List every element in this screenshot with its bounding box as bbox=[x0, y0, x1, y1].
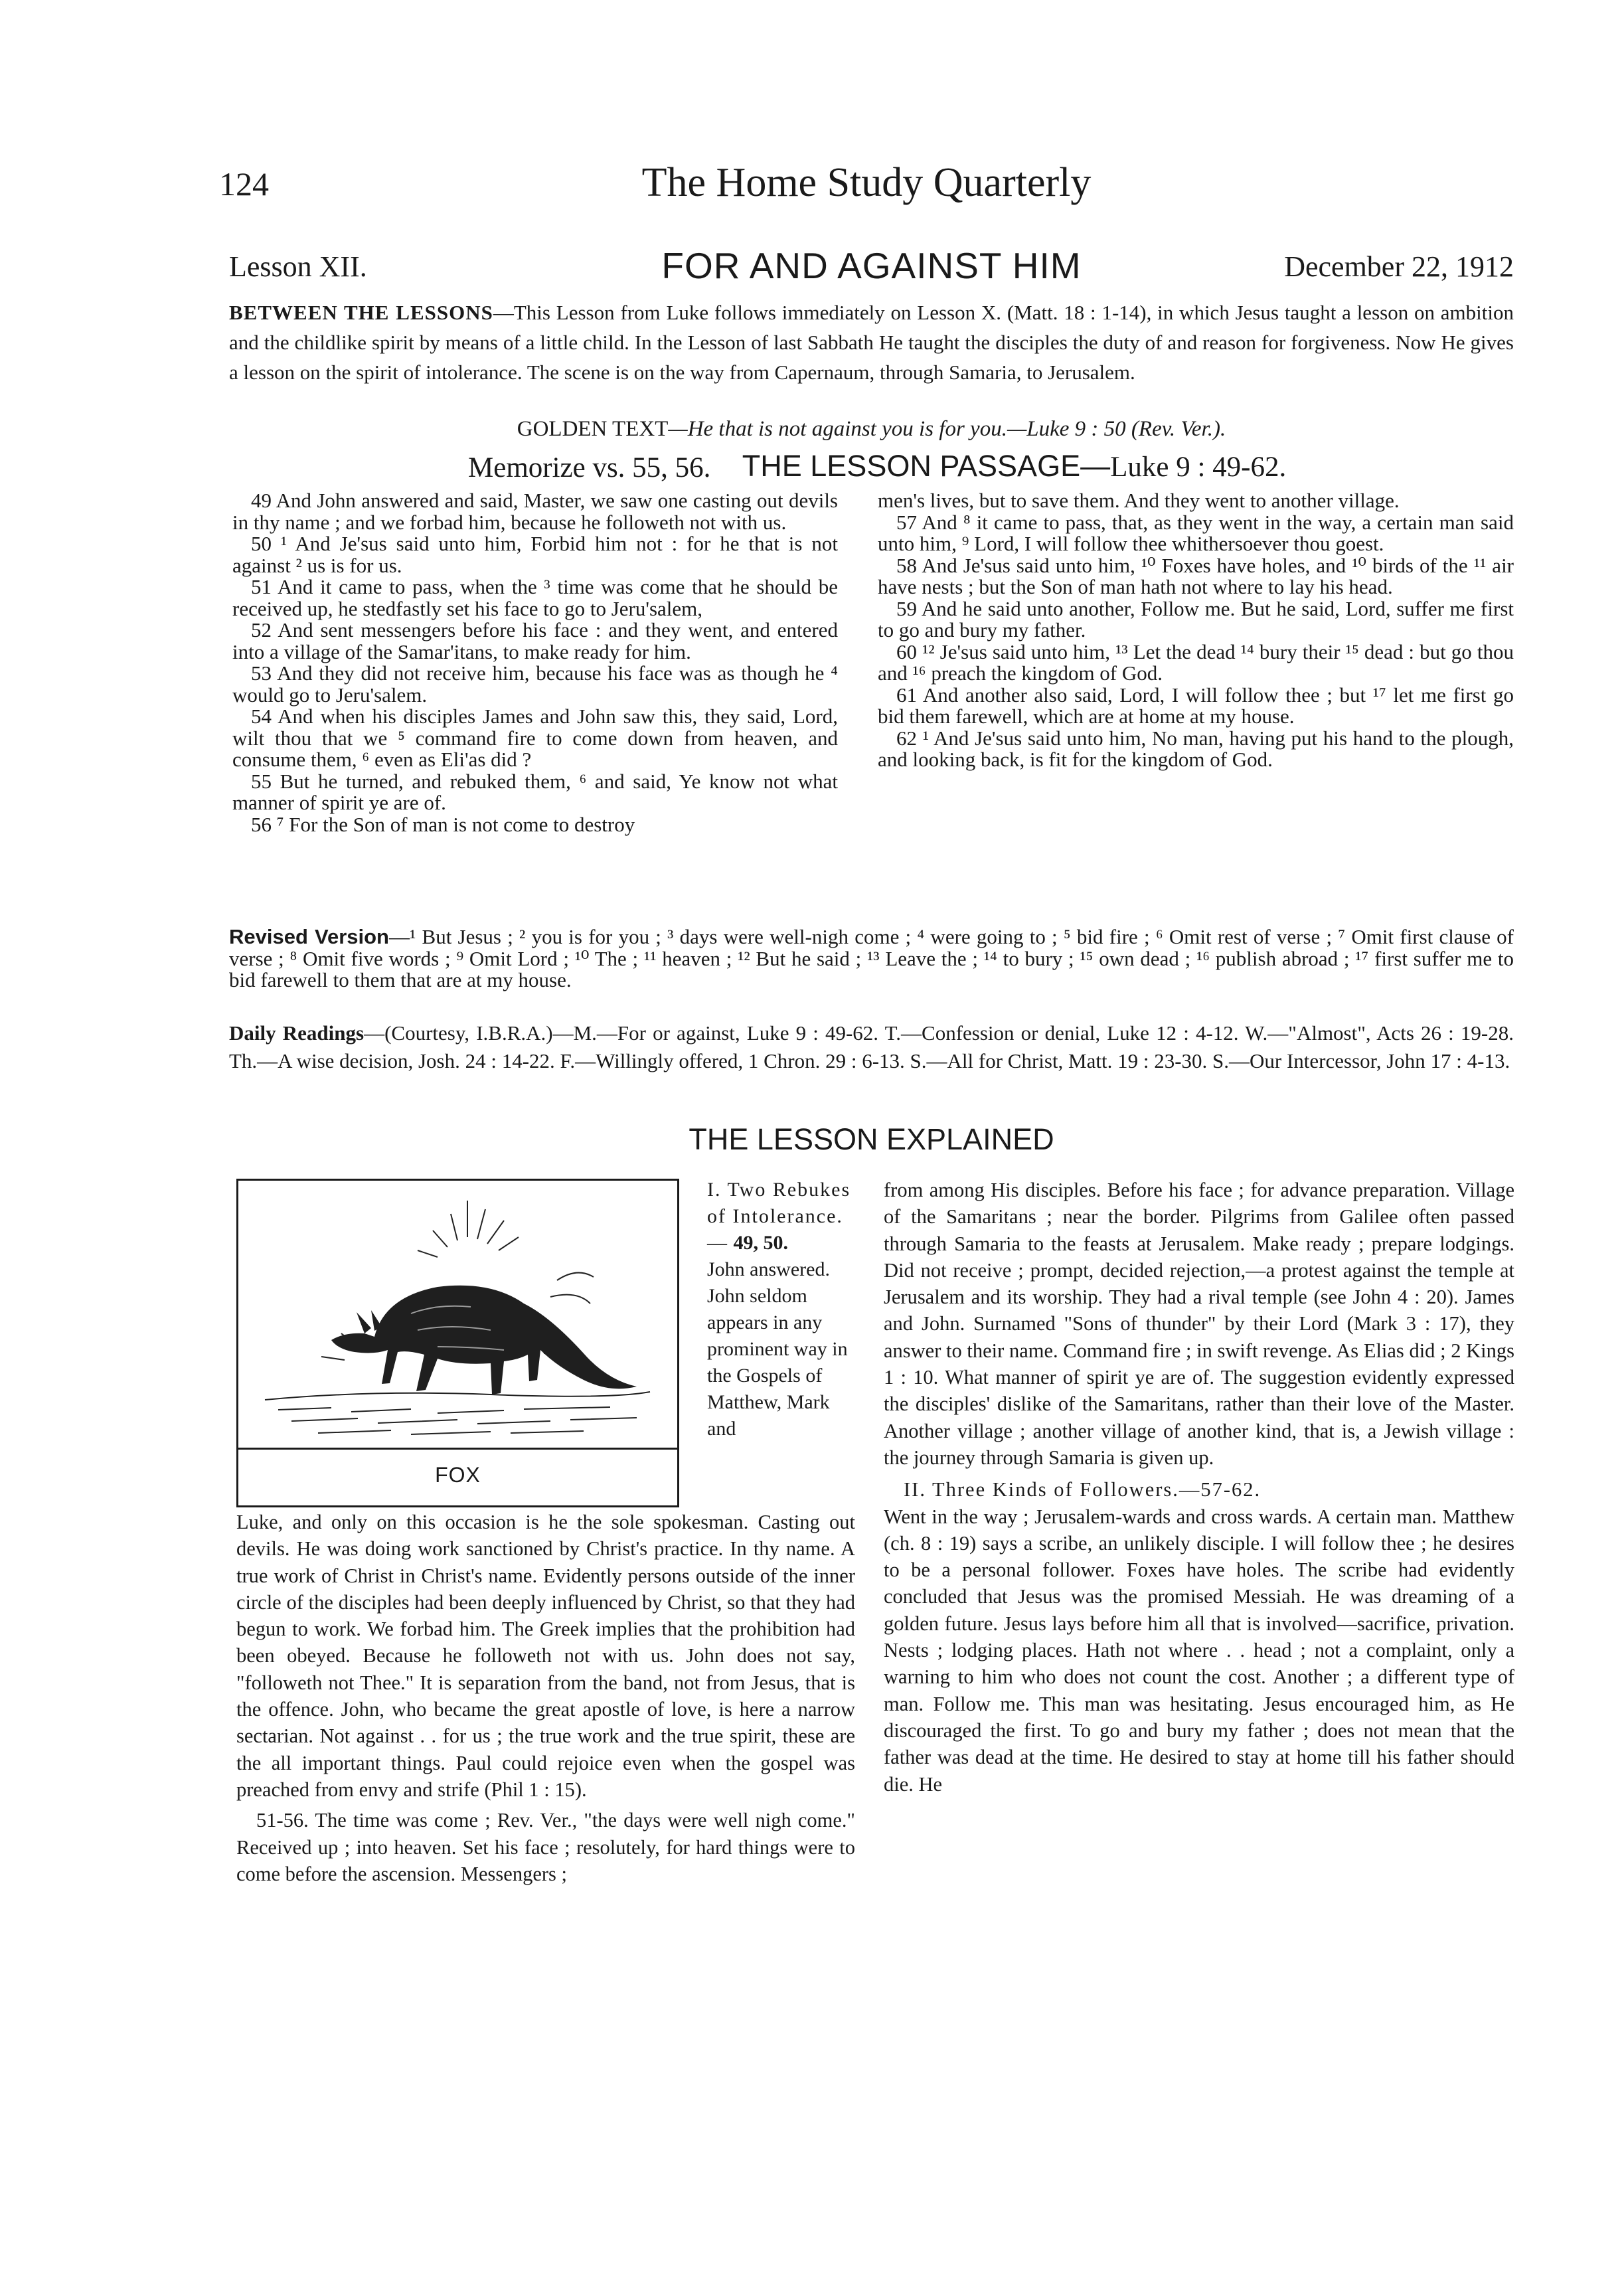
golden-text-body: —He that is not against you is for you.—Luke 9 : 50 (Rev. Ver.). bbox=[668, 417, 1226, 441]
section-one-reference: 49, 50. bbox=[733, 1232, 788, 1254]
revised-version-notes bbox=[229, 926, 1514, 991]
verse: 62 ¹ And Je'sus said unto him, No man, having put his hand to the plough, and looking back, is fit for the kingdom of God. bbox=[878, 726, 1514, 771]
daily-readings-text: —(Courtesy, I.B.R.A.)—M.—For or against, Luke 9 : 49-62. T.—Confession or denial, Luke 12 : 4-12. W.—"Almost", Acts 26 : 19-28. Th.—A wise decision, Josh. 24 : 14-22. F.—Willingly offered, 1 Chron. 29 : 6-13. S.—All for Christ, Matt. 19 : 23-30. S.—Our Intercessor, John 17 : 4-13. bbox=[229, 1021, 1514, 1072]
intro-text: —This Lesson from Luke follows immediately on Lesson X. (Matt. 18 : 1-14), in which Jesus taught a lesson on ambition and the childlike spirit by means of a little child. In the Lesson of last Sabbath He taught the disciples the duty of and reason for forgiveness. Now He gives a lesson on the spirit of intolerance. The scene is on the way from Capernaum, through Samaria, to Jerusalem. bbox=[229, 301, 1514, 384]
lesson-title: FOR AND AGAINST HIM bbox=[661, 245, 1082, 286]
verse: men's lives, but to save them. And they went to another village. bbox=[878, 489, 1400, 512]
between-the-lessons bbox=[229, 297, 1514, 387]
verse: 59 And he said unto another, Follow me. But he said, Lord, suffer me first to go and bury my father. bbox=[878, 596, 1514, 641]
explanation-right-column bbox=[884, 1177, 1514, 1798]
verse: 55 But he turned, and rebuked them, ⁶ and said, Ye know not what manner of spirit ye are of. bbox=[232, 769, 838, 814]
verse: 57 And ⁸ it came to pass, that, as they went in the way, a certain man said unto him, ⁹ Lord, I will follow thee whithersoever thou goest. bbox=[878, 510, 1514, 555]
explanation-left-column bbox=[236, 1509, 855, 1887]
revised-version-text: —¹ But Jesus ; ² you is for you ; ³ days were well-nigh come ; ⁴ were going to ; ⁵ bid fire ; ⁶ Omit rest of verse ; ⁷ Omit first clause of verse ; ⁸ Omit five words ; ⁹ Omit Lord ; ¹⁰ The ; ¹¹ heaven ; ¹² But he said ; ¹³ Leave the ; ¹⁴ to bury ; ¹⁵ own dead ; ¹⁶ publish abroad ; ¹⁷ first suffer me to bid farewell to them that are at my house. bbox=[229, 925, 1514, 991]
figure-caption: FOX bbox=[435, 1463, 481, 1487]
lesson-date: December 22, 1912 bbox=[1284, 250, 1514, 283]
memorize-note: Memorize vs. 55, 56. bbox=[468, 452, 711, 483]
explanation-paragraph: from among His disciples. Before his face ; for advance preparation. Village of the Samaritans ; near the border. Pilgrims from Galilee often passed through Samaria to the feasts at Jerusalem. Make ready ; prepare lodgings. Did not receive ; prompt, decided rejection,—a protest against the temple at Jerusalem and its worship. They had a rival temple (see John 4 : 20). James and John. Surnamed "Sons of thunder" by their Lord (Mark 3 : 17), they answer to their name. Command fire ; in swift revenge. As Elias did ; 2 Kings 1 : 10. What manner of spirit ye are of. The suggestion evidently expressed the disciples' dislike of the Samaritans, rather than their love of the Master. Another village ; another village of another kind, that is, a Jewish village : the journey through Samaria is given up. bbox=[884, 1179, 1514, 1469]
page-number: 124 bbox=[219, 165, 269, 203]
section-one-narrow-text: John answered. John seldom appears in any prominent way in the Gospels of Matthew, Mark and bbox=[707, 1258, 848, 1440]
section-one-narrow-column bbox=[707, 1177, 855, 1442]
lesson-explained-heading: THE LESSON EXPLAINED bbox=[689, 1122, 1054, 1156]
verse: 58 And Je'sus said unto him, ¹⁰ Foxes have holes, and ¹⁰ birds of the ¹¹ air have nests ; but the Son of man hath not where to lay his head. bbox=[878, 553, 1514, 598]
verse: 49 And John answered and said, Master, we saw one casting out devils in thy name ; and we forbad him, because he followeth not with us. bbox=[232, 489, 838, 534]
intro-label: BETWEEN THE LESSONS bbox=[229, 301, 493, 324]
running-head bbox=[219, 160, 1514, 218]
golden-text-label: GOLDEN TEXT bbox=[517, 417, 669, 441]
fox-drawing bbox=[238, 1181, 677, 1450]
explanation-paragraph: Luke, and only on this occasion is he the sole spokesman. Casting out devils. He was doing work sanctioned by Christ's practice. In thy name. A true work of Christ in Christ's name. Evidently persons outside of the inner circle of the disciples had been deeply influenced by Christ, so that they had begun to work. We forbad him. The Greek implies that the prohibition had been obeyed. Because he followeth not with us. John does not say, "followeth not Thee." It is separation from the band, not from Jesus, that is the offence. John, who became the great apostle of love, is here a narrow sectarian. Not against . . for us ; the true work and the true spirit, these are the all important things. Paul could rejoice even when the gospel was preached from envy and strife (Phil 1 : 15). bbox=[236, 1511, 855, 1801]
verse: 51 And it came to pass, when the ³ time was come that he should be received up, he stedfastly set his face to go to Jeru'salem, bbox=[232, 575, 838, 620]
section-one-heading bbox=[707, 1177, 855, 1256]
section-one-title: I. Two Rebukes of Intolerance.— bbox=[707, 1179, 851, 1254]
fox-illustration bbox=[236, 1179, 679, 1507]
lesson-header bbox=[229, 244, 1514, 291]
verse: 60 ¹² Je'sus said unto him, ¹³ Let the dead ¹⁴ bury their ¹⁵ dead : but go thou and ¹⁶ preach the kingdom of God. bbox=[878, 639, 1514, 685]
explanation-paragraph: Went in the way ; Jerusalem-wards and cross wards. A certain man. Matthew (ch. 8 : 19) says a scribe, an unlikely disciple. I will follow thee ; he desires to be a personal follower. Foxes have holes. The scribe had evidently concluded that Jesus was the promised Messiah. He was dreaming of a golden future. Jesus lays before him all that is involved—sacrifice, privation. Nests ; lodging places. Hath not where . . head ; not a complaint, only a warning to him who does not count the cost. Another ; a different type of man. Follow me. This man was hesitating. Jesus encouraged him, as He discouraged the first. To go and bury my father ; does not mean that the father was dead at the time. He desired to stay at home till his father should die. He bbox=[884, 1505, 1514, 1796]
scripture-right-column bbox=[878, 490, 1514, 771]
passage-header bbox=[229, 449, 1514, 489]
verse: 54 And when his disciples James and John saw this, they said, Lord, wilt thou that we ⁵ command fire to come down from heaven, and consume them, ⁶ even as Eli'as did ? bbox=[232, 705, 838, 771]
verse: 52 And sent messengers before his face : and they went, and entered into a village of the Samar'itans, to make ready for him. bbox=[232, 618, 838, 663]
verse: 61 And another also said, Lord, I will follow thee ; but ¹⁷ let me first go bid them farewell, which are at home at my house. bbox=[878, 683, 1514, 728]
section-two-title: II. Three Kinds of Followers.—57-62. bbox=[904, 1478, 1261, 1501]
daily-readings-label: Daily Readings bbox=[229, 1021, 365, 1045]
journal-title: The Home Study Quarterly bbox=[641, 160, 1092, 205]
daily-readings bbox=[229, 1019, 1514, 1075]
verse: 53 And they did not receive him, because his face was as though he ⁴ would go to Jeru'salem. bbox=[232, 661, 838, 707]
revised-version-label: Revised Version bbox=[229, 925, 389, 948]
fox-caption-bar bbox=[238, 1448, 677, 1505]
passage-reference: Luke 9 : 49-62. bbox=[1110, 452, 1287, 483]
verse: 50 ¹ And Je'sus said unto him, Forbid him not : for he that is not against ² us is for us. bbox=[232, 532, 838, 577]
explanation-paragraph: 51-56. The time was come ; Rev. Ver., "the days were well nigh come." Received up ; into heaven. Set his face ; resolutely, for hard things were to come before the ascension. Messengers ; bbox=[236, 1809, 855, 1885]
passage-heading-label: THE LESSON PASSAGE— bbox=[742, 449, 1111, 483]
scripture-left-column bbox=[232, 490, 838, 835]
passage-heading bbox=[229, 449, 1514, 483]
lesson-number: Lesson XII. bbox=[229, 250, 367, 283]
golden-text bbox=[229, 417, 1514, 442]
verse: 56 ⁷ For the Son of man is not come to destroy bbox=[251, 812, 635, 836]
